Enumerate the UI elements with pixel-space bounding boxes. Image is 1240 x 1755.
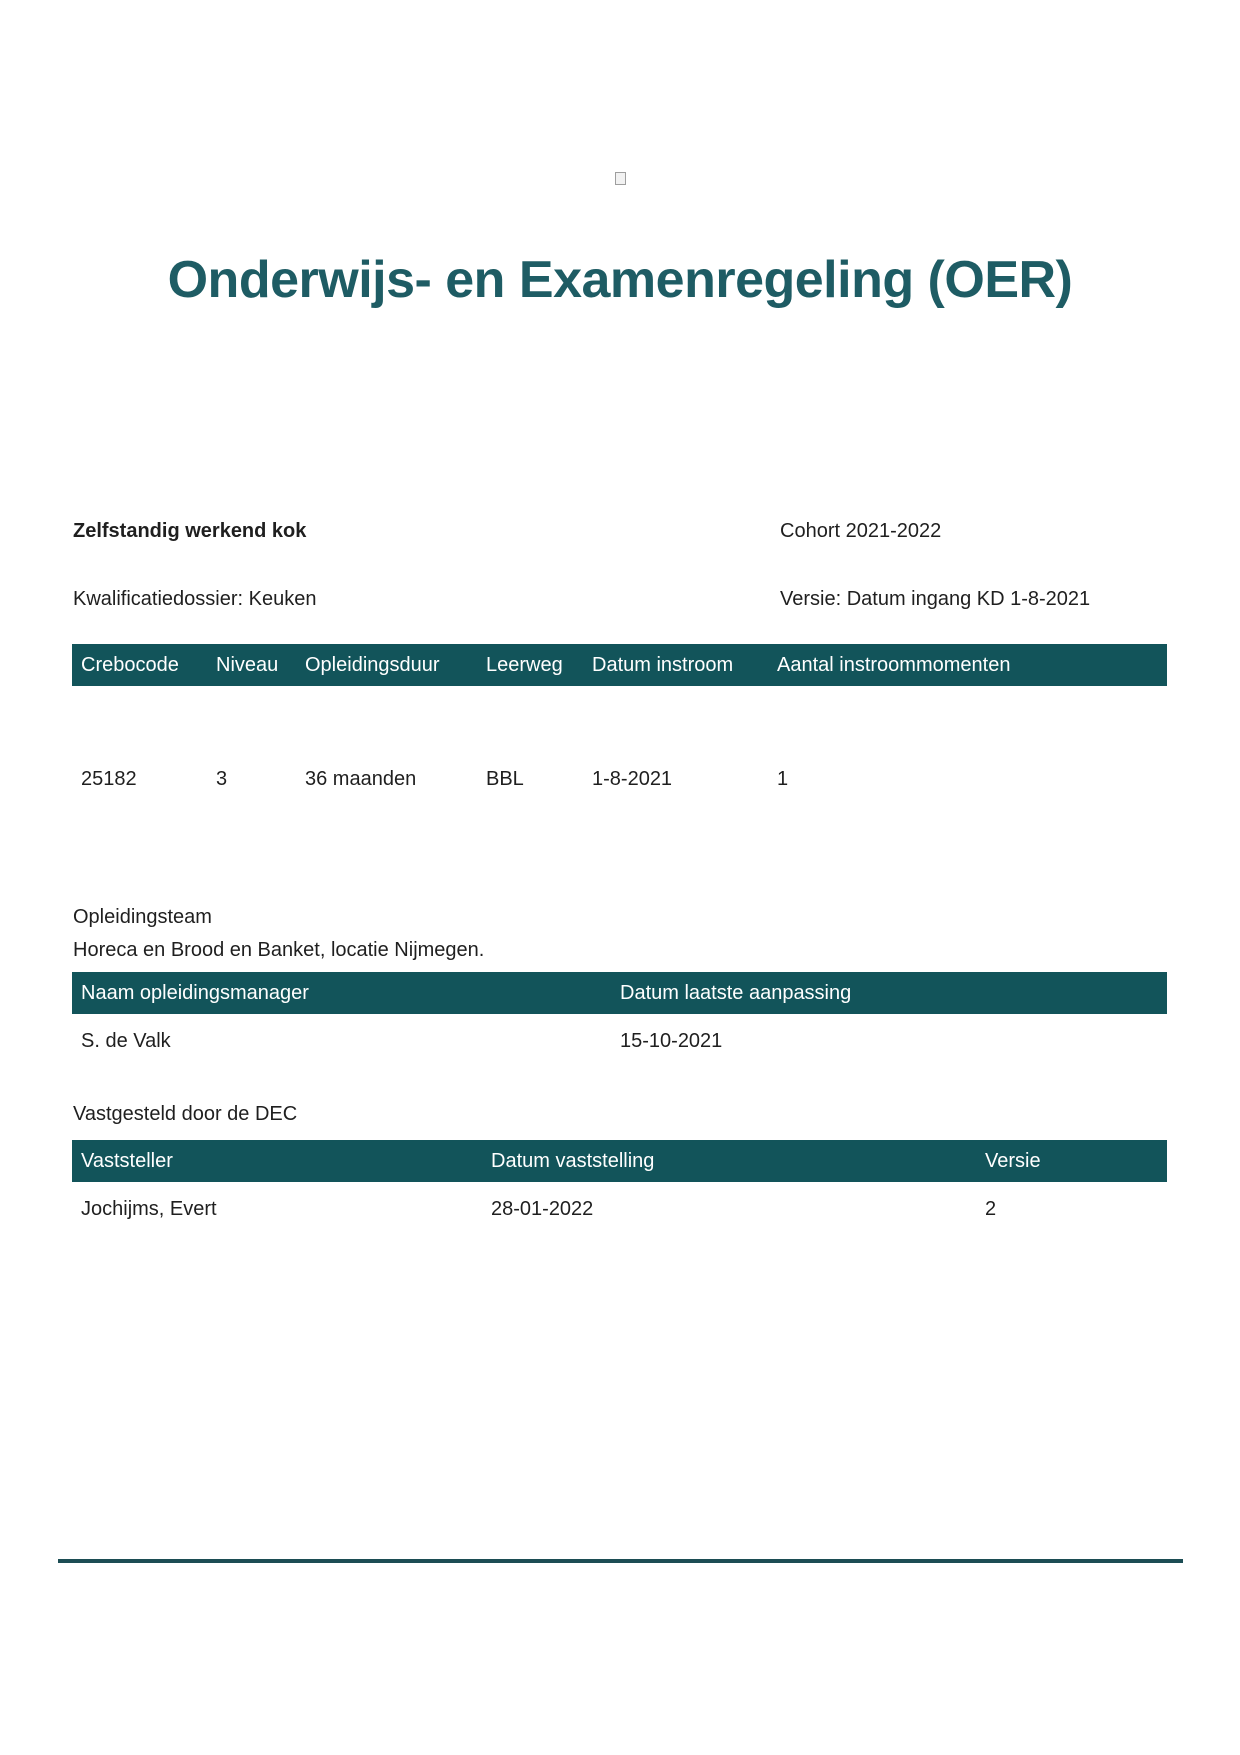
table-cell: Jochijms, Evert bbox=[81, 1198, 217, 1220]
table-cell: 15-10-2021 bbox=[620, 1030, 723, 1052]
vaststelling-table-header-row bbox=[72, 1140, 1167, 1182]
manager-table-header-row bbox=[72, 972, 1167, 1014]
table-header-cell: Versie bbox=[985, 1150, 1041, 1172]
table-cell: 2 bbox=[985, 1198, 997, 1220]
table-header-cell: Niveau bbox=[216, 654, 279, 676]
table-header-cell: Vaststeller bbox=[81, 1150, 173, 1172]
opleidingsteam-block bbox=[73, 901, 484, 967]
opleidingsteam-value: Horeca en Brood en Banket, locatie Nijmegen. bbox=[73, 939, 485, 961]
table-cell: 1 bbox=[777, 768, 789, 790]
vaststelling-table bbox=[72, 1140, 1167, 1221]
crebo-table-header-row bbox=[72, 644, 1167, 686]
table-header-cell: Naam opleidingsmanager bbox=[81, 982, 309, 1004]
vastgesteld-label: Vastgesteld door de DEC bbox=[73, 1103, 298, 1125]
table-cell: 36 maanden bbox=[305, 768, 417, 790]
table-header-cell: Opleidingsduur bbox=[305, 654, 440, 676]
table-header-cell: Datum vaststelling bbox=[491, 1150, 655, 1172]
table-row bbox=[72, 686, 1167, 791]
opleidingsteam-label: Opleidingsteam bbox=[73, 906, 212, 928]
cohort-label: Cohort 2021-2022 bbox=[780, 520, 942, 542]
table-cell: S. de Valk bbox=[81, 1030, 171, 1052]
table-header-cell: Crebocode bbox=[81, 654, 179, 676]
crebo-table bbox=[72, 644, 1167, 791]
table-row bbox=[72, 1014, 1167, 1053]
table-header-cell: Leerweg bbox=[486, 654, 563, 676]
program-name: Zelfstandig werkend kok bbox=[73, 520, 307, 542]
table-cell: 3 bbox=[216, 768, 228, 790]
table-cell: 1-8-2021 bbox=[592, 768, 673, 790]
table-cell: 25182 bbox=[81, 768, 137, 790]
kwalificatiedossier-label: Kwalificatiedossier: Keuken bbox=[73, 588, 317, 610]
document-title: Onderwijs- en Examenregeling (OER) bbox=[167, 251, 1073, 309]
versie-label: Versie: Datum ingang KD 1-8-2021 bbox=[780, 588, 1091, 610]
table-header-cell: Datum laatste aanpassing bbox=[620, 982, 852, 1004]
table-header-cell: Aantal instroommomenten bbox=[777, 654, 1011, 676]
table-cell: 28-01-2022 bbox=[491, 1198, 594, 1220]
table-cell: BBL bbox=[486, 768, 524, 790]
table-header-cell: Datum instroom bbox=[592, 654, 734, 676]
broken-image-placeholder-icon bbox=[615, 172, 626, 185]
manager-table bbox=[72, 972, 1167, 1053]
page-divider bbox=[58, 1559, 1183, 1563]
table-row bbox=[72, 1182, 1167, 1221]
